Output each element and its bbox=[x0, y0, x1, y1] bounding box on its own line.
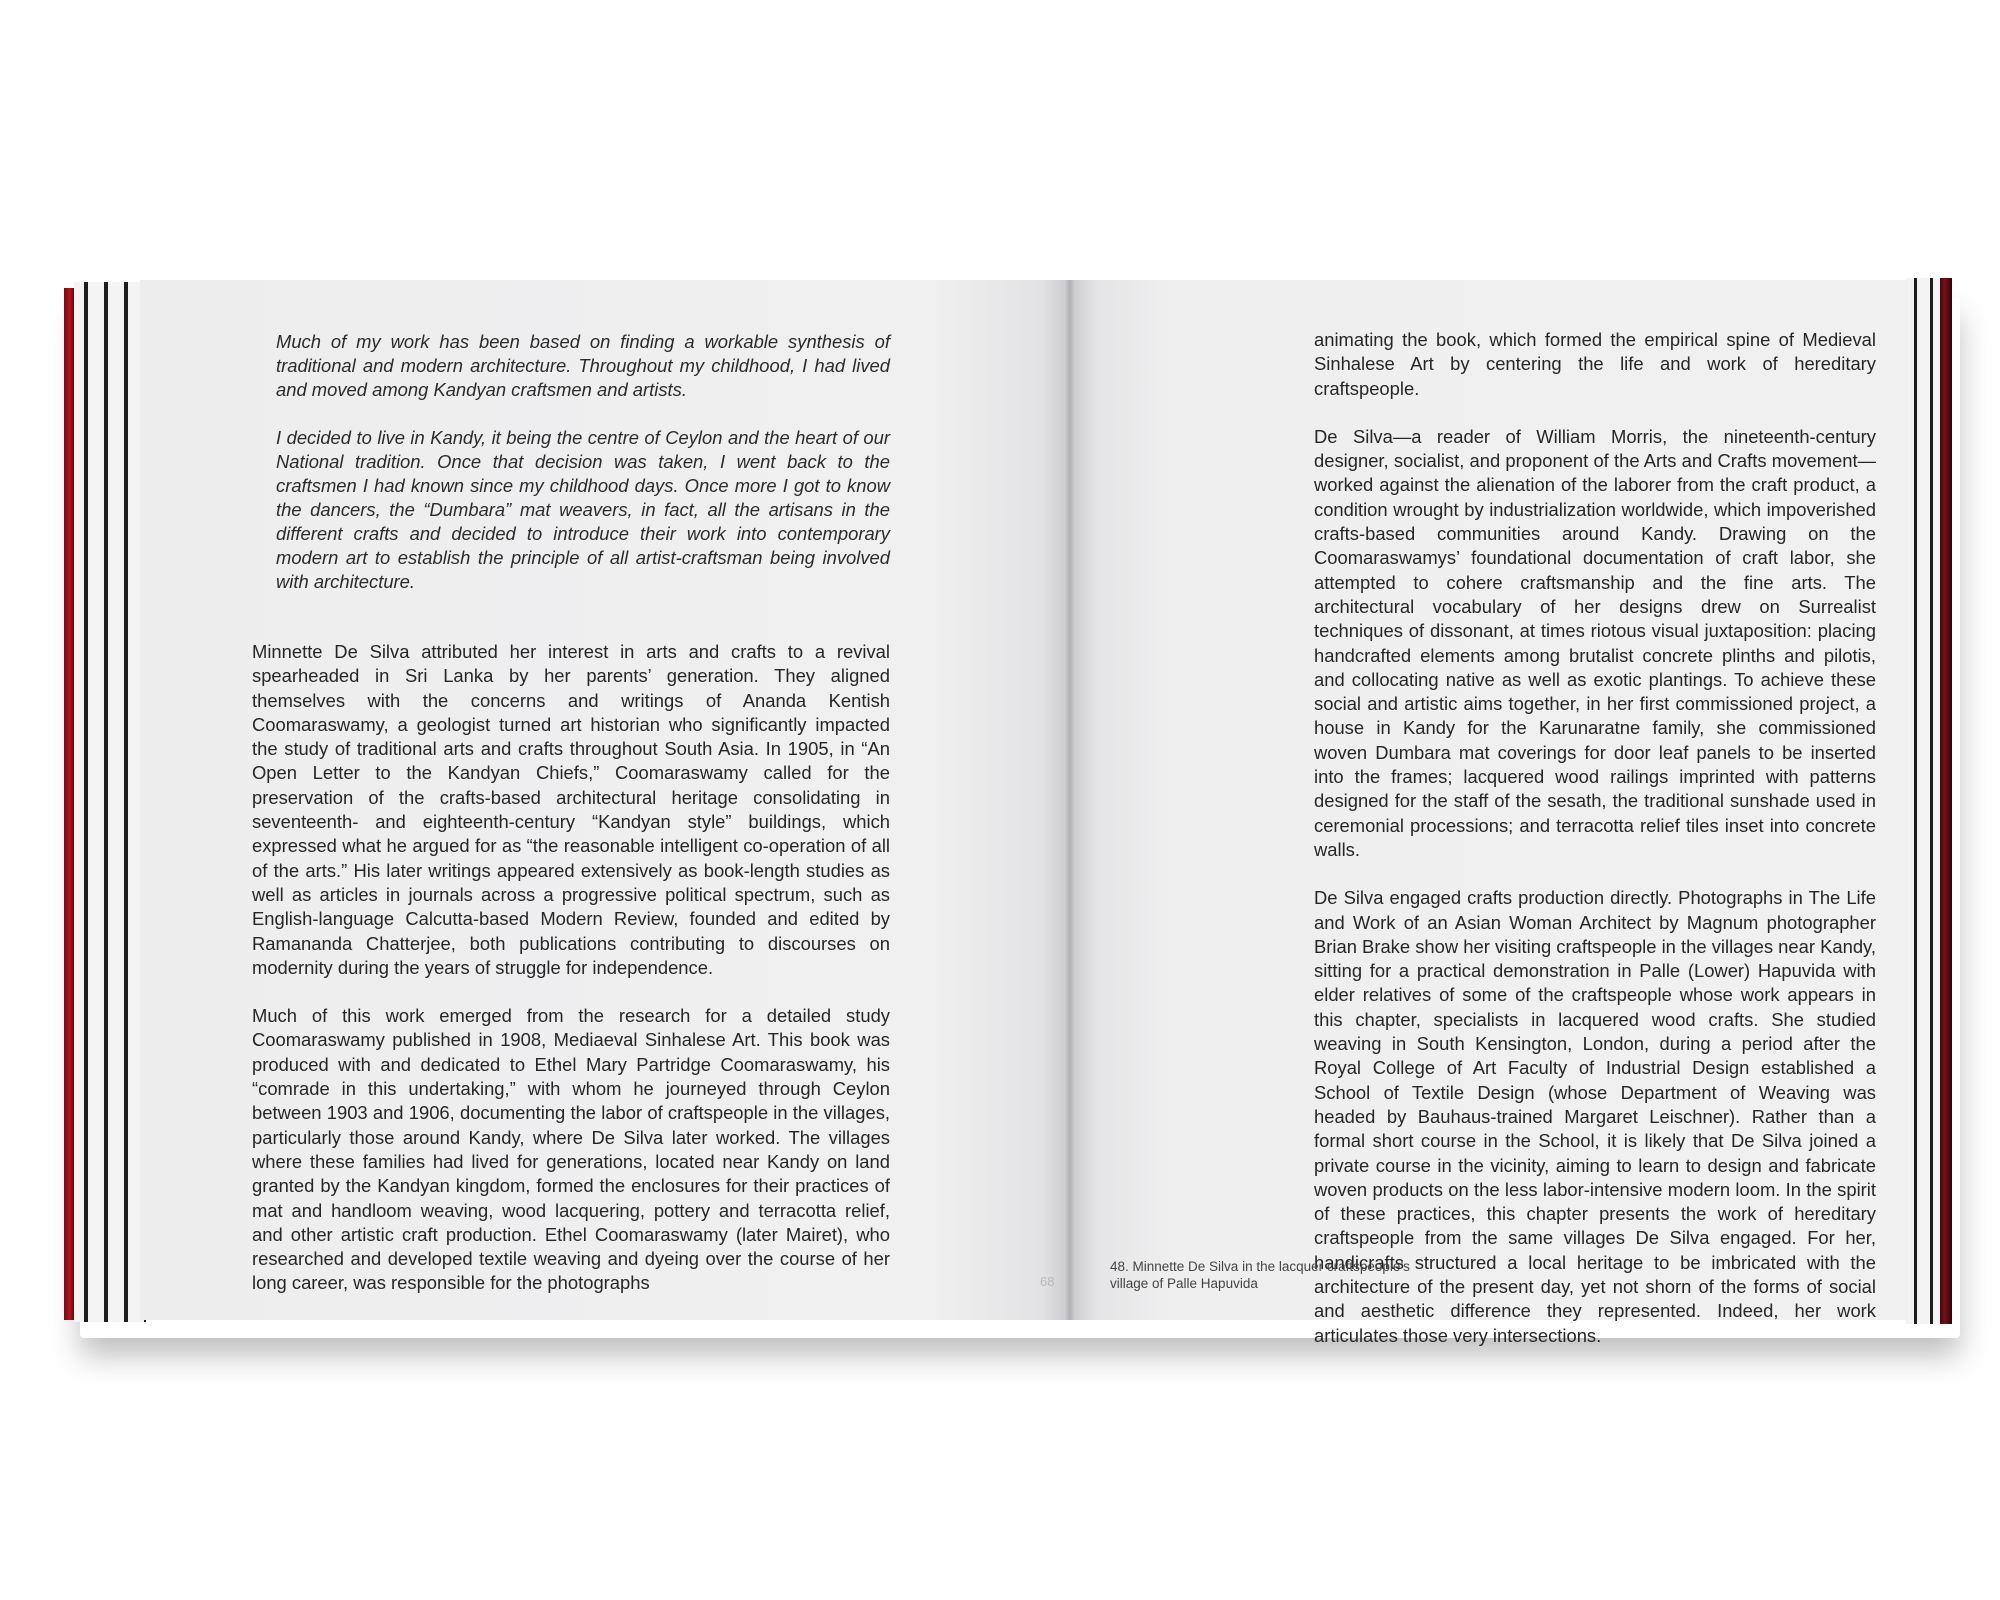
quote-paragraph-2: I decided to live in Kandy, it being the centre of Ceylon and the heart of our National tradition. Once that decision was taken, I went back to the craftsmen I had known since my childhood days. Once more I got to know the dancers, the “Dumbara” mat weavers, in fact, all the artisans in the different crafts and decided to introduce their work into contemporary modern art to establish the principle of all artist-craftsman being involved with architecture. bbox=[276, 427, 890, 592]
page-stack-right bbox=[1906, 278, 1940, 1324]
book-gutter bbox=[1064, 280, 1076, 1320]
left-paragraph-2: Much of this work emerged from the research for a detailed study Coomaraswamy published in 1908, Mediaeval Sinhalese Art. This book was produced with and dedicated to Ethel Mary Partridge Coomaraswamy, his “comrade in this undertaking,” with whom he journeyed through Ceylon between 1903 and 1906, documenting the labor of craftspeople in the villages, particularly those around Kandy, where De Silva later worked. The villages where these families had lived for generations, located near Kandy on land granted by the Kandyan kingdom, formed the enclosures for their practices of mat and handloom weaving, wood lacquering, pottery and terracotta relief, and other artistic craft production. Ethel Coomaraswamy (later Mairet), who researched and developed textile weaving and dyeing over the course of her long career, was responsible for the photographs bbox=[252, 1005, 890, 1294]
quote-paragraph-1: Much of my work has been based on finding a workable synthesis of traditional and modern architecture. Throughout my childhood, I had lived and moved among Kandyan craftsmen and artists. bbox=[276, 331, 890, 400]
book-edge-right bbox=[1940, 278, 1952, 1324]
book-edge-left bbox=[64, 288, 74, 1320]
left-page bbox=[140, 280, 1070, 1320]
right-page bbox=[1070, 280, 1908, 1346]
right-body-text bbox=[1314, 328, 1876, 1372]
figure-caption: 48. Minnette De Silva in the lacquer craftspeople’s village of Palle Hapuvida bbox=[1110, 1259, 1410, 1291]
epigraph-quote bbox=[276, 330, 890, 618]
page-stack-left bbox=[74, 282, 146, 1322]
right-paragraph-2: De Silva—a reader of William Morris, the nineteenth-century designer, socialist, and proponent of the Arts and Crafts movement—worked against the alienation of the laborer from the craft product, a condition wrought by industrialization worldwide, which impoverished crafts-based communities around Kandy. Drawing on the Coomaraswamys’ foundational documentation of craft labor, she attempted to cohere craftsmanship and the fine arts. The architectural vocabulary of her designs drew on Surrealist techniques of dissonant, at times riotous visual juxtaposition: placing handcrafted elements among brutalist concrete plinths and pilotis, and collocating native as well as exotic plantings. To achieve these social and artistic aims together, in her first commissioned project, a house in Kandy for the Karunaratne family, she commissioned woven Dumbara mat coverings for door leaf panels to be inserted into the frames; lacquered wood railings imprinted with patterns designed for the staff of the sesath, the traditional sunshade used in ceremonial processions; and terracotta relief tiles inset into concrete walls. bbox=[1314, 425, 1876, 860]
left-paragraph-1: Minnette De Silva attributed her interest in arts and crafts to a revival spearheaded in Sri Lanka by her parents’ generation. They aligned themselves with the concerns and writings of Ananda Kentish Coomaraswamy, a geologist turned art historian who significantly impacted the study of traditional arts and crafts throughout South Asia. In 1905, in “An Open Letter to the Kandyan Chiefs,” Coomaraswamy called for the preservation of the crafts-based architectural heritage consolidating in seventeenth- and eighteenth-century “Kandyan style” buildings, which expressed what he argued for as “the reasonable intelligent co-operation of all of the arts.” His later writings appeared extensively as book-length studies as well as articles in journals across a progressive political spectrum, such as English-language Calcutta-based Modern Review, founded and edited by Ramananda Chatterjee, both publications contributing to discourses on modernity during the years of struggle for independence. bbox=[252, 641, 890, 978]
right-paragraph-3: De Silva engaged crafts production directly. Photographs in The Life and Work of an Asian Woman Architect by Magnum photographer Brian Brake show her visiting craftspeople in the villages near Kandy, sitting for a practical demonstration in Palle (Lower) Hapuvida with elder relatives of some of the craftspeople whose work appears in this chapter, specialists in lacquered wood crafts. She studied weaving in South Kensington, London, during a period after the Royal College of Art Faculty of Industrial Design established a School of Textile Design (whose Department of Weaving was headed by Bauhaus-trained Margaret Leischner). Rather than a formal short course in the School, it is likely that De Silva joined a private course in the vicinity, aiming to learn to design and fabricate woven products on the less labor-intensive modern loom. In the spirit of these practices, this chapter presents the work of hereditary craftspeople from the same villages De Silva engaged. For her, handicrafts structured a local heritage to be imbricated with the architecture of the present day, yet not shorn of the forms of social and aesthetic difference they represented. Indeed, her work articulates those very intersections. bbox=[1314, 887, 1876, 1346]
open-book bbox=[60, 278, 1960, 1346]
right-paragraph-1: animating the book, which formed the empirical spine of Medieval Sinhalese Art by centering the life and work of hereditary craftspeople. bbox=[1314, 329, 1876, 399]
left-body-text bbox=[252, 640, 890, 1320]
page-number: 68 bbox=[1040, 1274, 1055, 1289]
